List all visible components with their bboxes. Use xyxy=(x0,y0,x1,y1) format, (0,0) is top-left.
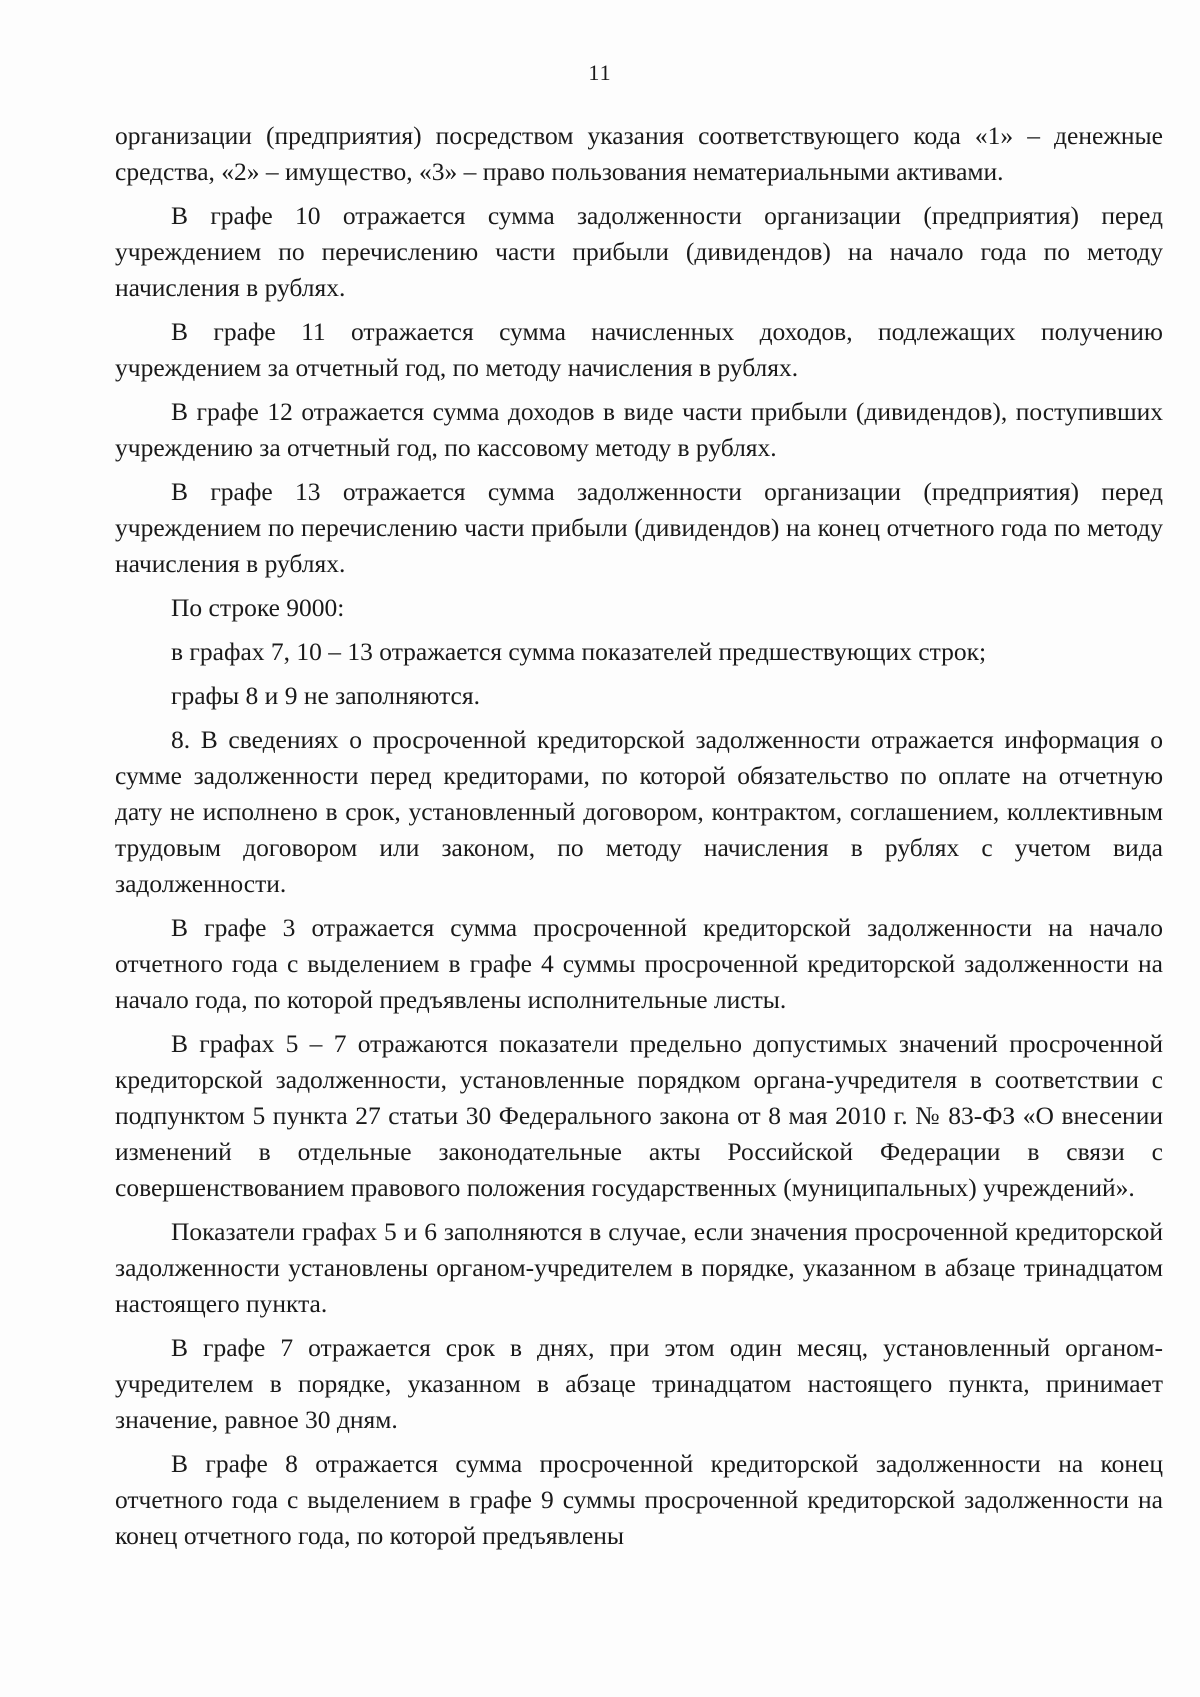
paragraph-columns-5-6: Показатели графах 5 и 6 заполняются в случае, если значения просроченной кредиторской задолженности установлены органом-учредителем в порядке, указанном в абзаце тринадцатом настоящего пункта. xyxy=(115,1217,1163,1318)
paragraph-section-8: 8. В сведениях о просроченной кредиторской задолженности отражается информация о сумме задолженности перед кредиторами, по которой обязательство по оплате на отчетную дату не исполнено в срок, установленный договором, контрактом, соглашением, коллективным трудовым договором или законом, по методу начисления в рублях с учетом вида задолженности. xyxy=(115,725,1163,898)
paragraph-row-9000-empty: графы 8 и 9 не заполняются. xyxy=(171,681,480,710)
document-body xyxy=(115,118,1163,1554)
paragraph-continuation: организации (предприятия) посредством указания соответствующего кода «1» – денежные средства, «2» – имущество, «3» – право пользования нематериальными активами. xyxy=(115,121,1163,186)
paragraph-column-10: В графе 10 отражается сумма задолженности организации (предприятия) перед учреждением по перечислению части прибыли (дивидендов) на начало года по методу начисления в рублях. xyxy=(115,201,1163,302)
paragraph-row-9000-columns: в графах 7, 10 – 13 отражается сумма показателей предшествующих строк; xyxy=(171,637,987,666)
paragraph-columns-5-7: В графах 5 – 7 отражаются показатели предельно допустимых значений просроченной кредиторской задолженности, установленные порядком органа-учредителя в соответствии с подпунктом 5 пункта 27 статьи 30 Федерального закона от 8 мая 2010 г. № 83-ФЗ «О внесении изменений в отдельные законодательные акты Российской Федерации в связи с совершенствованием правового положения государственных (муниципальных) учреждений». xyxy=(115,1029,1163,1202)
paragraph-column-3: В графе 3 отражается сумма просроченной кредиторской задолженности на начало отчетного года с выделением в графе 4 суммы просроченной кредиторской задолженности на начало года, по которой предъявлены исполнительные листы. xyxy=(115,913,1163,1014)
page-number: 11 xyxy=(588,60,612,85)
paragraph-row-9000: По строке 9000: xyxy=(171,593,345,622)
paragraph-column-12: В графе 12 отражается сумма доходов в виде части прибыли (дивидендов), поступивших учреждению за отчетный год, по кассовому методу в рублях. xyxy=(115,397,1163,462)
paragraph-column-13: В графе 13 отражается сумма задолженности организации (предприятия) перед учреждением по перечислению части прибыли (дивидендов) на конец отчетного года по методу начисления в рублях. xyxy=(115,477,1163,578)
paragraph-column-7: В графе 7 отражается срок в днях, при этом один месяц, установленный органом-учредителем в порядке, указанном в абзаце тринадцатом настоящего пункта, принимает значение, равное 30 дням. xyxy=(115,1333,1163,1434)
paragraph-column-11: В графе 11 отражается сумма начисленных доходов, подлежащих получению учреждением за отчетный год, по методу начисления в рублях. xyxy=(115,317,1163,382)
paragraph-column-8: В графе 8 отражается сумма просроченной кредиторской задолженности на конец отчетного года с выделением в графе 9 суммы просроченной кредиторской задолженности на конец отчетного года, по которой предъявлены xyxy=(115,1449,1163,1550)
